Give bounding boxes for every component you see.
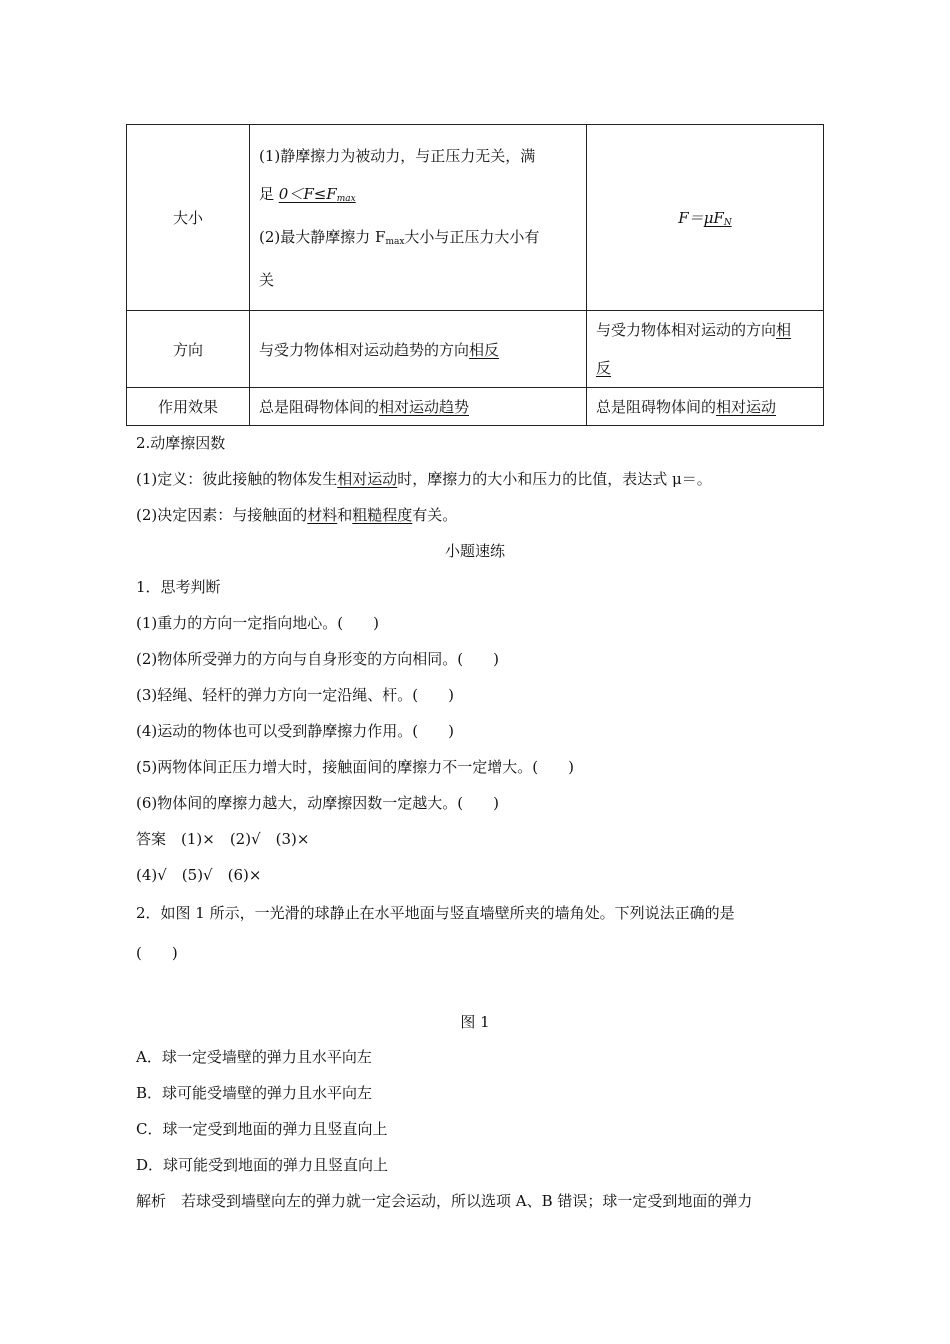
static-magnitude-line-2: 足 $0<F\le F_{max}$ [259,184,356,204]
answer-line-1: 答案 (1)× (2)√ (3)× [136,830,310,848]
static-magnitude-line-1: (1)静摩擦力为被动力，与正压力无关，满 [259,146,536,165]
judgment-item: (3)轻绳、轻杆的弹力方向一定沿绳、杆。( ) [136,686,454,704]
practice-heading: 小题速练 [444,542,505,560]
analysis-text: 解析 若球受到墙壁向左的弹力就一定会运动，所以选项 A、B 错误；球一定受到地面的弹力 [136,1192,753,1210]
table-row-magnitude [127,125,824,311]
row-header-magnitude: 大小 [127,125,250,311]
static-friction-direction-cell: 与受力物体相对运动趋势的方向相反 [250,311,587,388]
static-range-formula: $0<F\le F_{max}$ [278,184,356,204]
answer-line-2: (4)√ (5)√ (6)× [136,866,262,884]
kinetic-friction-magnitude-cell: $F=\mu F_N$ [587,125,824,311]
static-friction-effect-cell: 总是阻碍物体间的相对运动趋势 [250,388,587,426]
static-magnitude-line-4: 关 [259,270,275,289]
kinetic-formula: $\mu F_N$ [703,209,732,228]
figure-caption: 图 1 [460,1013,490,1031]
static-friction-magnitude-cell [250,125,587,311]
coefficient-definition: (1)定义：彼此接触的物体发生相对运动时，摩擦力的大小和压力的比值，表达式 μ＝。 [136,470,712,488]
friction-comparison-table [126,124,824,426]
judgment-item: (4)运动的物体也可以受到静摩擦力作用。( ) [136,722,454,740]
kinetic-friction-direction-cell: 与受力物体相对运动的方向相 反 [587,311,824,388]
judgment-item: (2)物体所受弹力的方向与自身形变的方向相同。( ) [136,650,499,668]
row-header-direction: 方向 [127,311,250,388]
kinetic-friction-effect-cell: 总是阻碍物体间的相对运动 [587,388,824,426]
question-2-stem: 2．如图 1 所示，一光滑的球静止在水平地面与竖直墙壁所夹的墙角处。下列说法正确的是 [136,904,735,922]
question-1-title: 1．思考判断 [136,578,221,596]
judgment-item: (5)两物体间正压力增大时，接触面间的摩擦力不一定增大。( ) [136,758,574,776]
judgment-item: (1)重力的方向一定指向地心。( ) [136,614,379,632]
option-d: D．球可能受到地面的弹力且竖直向上 [136,1156,389,1174]
coefficient-factors: (2)决定因素：与接触面的材料和粗糙程度有关。 [136,506,458,524]
option-c: C．球一定受到地面的弹力且竖直向上 [136,1120,388,1138]
question-2-blank: ( ) [136,944,178,962]
row-header-effect: 作用效果 [127,388,250,426]
section-title-coefficient: 2.动摩擦因数 [136,434,226,452]
option-a: A．球一定受墙壁的弹力且水平向左 [136,1048,372,1066]
static-magnitude-line-3: (2)最大静摩擦力 $F_{max}$大小与正压力大小有 [259,227,540,247]
table-row-effect [127,388,824,426]
table-row-direction [127,311,824,388]
judgment-item: (6)物体间的摩擦力越大，动摩擦因数一定越大。( ) [136,794,499,812]
option-b: B．球可能受墙壁的弹力且水平向左 [136,1084,373,1102]
